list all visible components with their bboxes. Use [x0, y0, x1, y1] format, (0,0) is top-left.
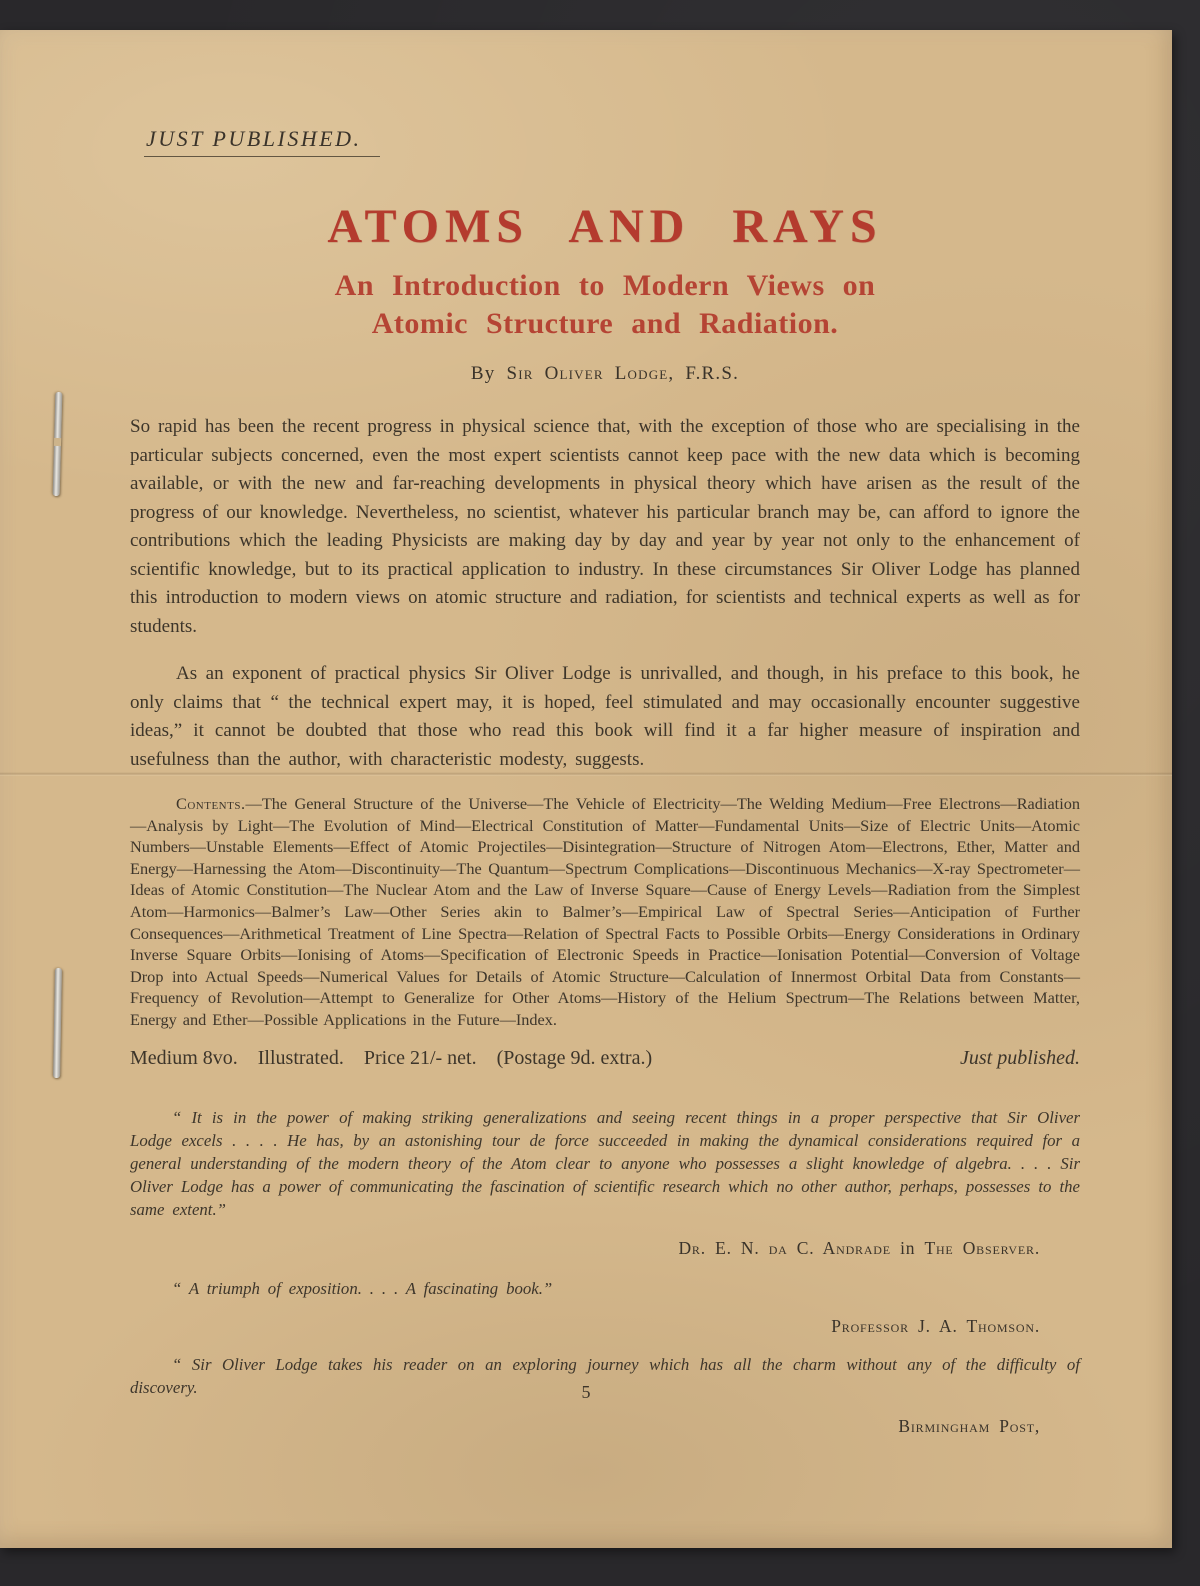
- quote-attribution-birmingham: [130, 1416, 1080, 1437]
- book-subtitle: [130, 267, 1080, 343]
- attribution-source: Birmingham Post,: [898, 1416, 1040, 1437]
- imprint-line: [130, 1047, 1080, 1070]
- contents-list: —The General Structure of the Universe—The Vehicle of Electricity—The Welding Medium—Free Electrons—Radiation—Analysis by Light—The Evolution of Mind—Electrical Constitution of Matter—Fundamental Units—Size of Electric Units—Atomic Numbers—Unstable Elements—Effect of Atomic Projectiles—Disintegration—Structure of Nitrogen Atom—Electrons, Ether, Matter and Energy—Harnessing the Atom—Discontinuity—The Quantum—Spectrum Complications—Discontinuous Mechanics—X-ray Spectrometer—Ideas of Atomic Constitution—The Nuclear Atom and the Law of Inverse Square—Cause of Energy Levels—Radiation from the Simplest Atom—Harmonics—Balmer’s Law—Other Series akin to Balmer’s—Empirical Law of Spectral Series—Anticipation of Further Consequences—Arithmetical Treatment of Line Spectra—Relation of Spectral Facts to Possible Orbits—Energy Considerations in Ordinary Inverse Square Orbits—Ionising of Atoms—Specification of Electronic Speeds in Practice—Ionisation Potential—Conversion of Voltage Drop into Actual Speeds—Numerical Values for Details of Atomic Structure—Calculation of Innermost Orbital Data from Constants—Frequency of Revolution—Attempt to Generalize for Other Atoms—History of the Helium Spectrum—The Relations between Matter, Energy and Ether—Possible Applications in the Future—Index.: [130, 794, 1080, 1029]
- attribution-source: The Observer.: [924, 1237, 1040, 1258]
- byline: [130, 363, 1080, 385]
- review-quote-birmingham: “ Sir Oliver Lodge takes his reader on an exploring journey which has all the charm without any of the difficulty of discovery.: [130, 1355, 1080, 1398]
- attribution-connector: in: [890, 1237, 925, 1258]
- quote-attribution-observer: [130, 1238, 1080, 1259]
- contents-block: [130, 793, 1080, 1031]
- page-paper: [0, 30, 1172, 1548]
- second-paragraph: As an exponent of practical physics Sir Oliver Lodge is unrivalled, and though, in his preface to this book, he only claims that “ the technical expert may, it is hoped, feel stimulated and may occasionally encounter suggestive ideas,” it cannot be doubted that those who read this book will find it a far higher measure of inspiration and usefulness than the author, with characteristic modesty, suggests.: [130, 663, 1080, 770]
- review-quote-observer: “ It is in the power of making striking generalizations and seeing recent things in a proper perspective that Sir Oliver Lodge excels . . . . He has, by an astonishing tour de force succeeded in making the dynamical considerations required for a general understanding of the modern theory of the Atom clear to anyone who possesses a slight knowledge of algebra. . . . Sir Oliver Lodge has a power of communicating the fascination of scientific research which no other author, perhaps, possesses to the same extent.”: [130, 1107, 1080, 1219]
- subtitle-line-2: Atomic Structure and Radiation.: [371, 307, 839, 340]
- page-number: 5: [581, 1382, 591, 1402]
- attribution-name: Professor J. A. Thomson.: [831, 1316, 1040, 1337]
- quote-attribution-thomson: [130, 1316, 1080, 1337]
- intro-paragraph: So rapid has been the recent progress in physical science that, with the exception of those who are specialising in the particular subjects concerned, even the most expert scientists cannot keep pace with the new data which is becoming available, or with the new and far-reaching developments in physical theory which have arisen as the result of the progress of our knowledge. Nevertheless, no scientist, whatever his particular branch may be, can afford to ignore the contributions which the leading Physicists are making day by day and year by year not only to the enhancement of scientific knowledge, but to its practical application to industry. In these circumstances Sir Oliver Lodge has planned this introduction to modern views on atomic structure and radiation, for scientists and technical experts as well as for students.: [130, 416, 1080, 637]
- author-name: Sir Oliver Lodge, F.R.S.: [506, 363, 740, 384]
- staple-icon: [53, 968, 62, 1078]
- byline-prefix: By: [470, 363, 507, 384]
- kicker-just-published: JUST PUBLISHED.: [144, 126, 380, 157]
- review-quote-thomson: “ A triumph of exposition. . . . A fascinating book.”: [172, 1278, 553, 1298]
- staple-icon: [53, 392, 63, 496]
- contents-label: Contents.: [176, 794, 246, 813]
- imprint-just-published: Just published.: [960, 1046, 1080, 1069]
- attribution-name: Dr. E. N. da C. Andrade: [678, 1237, 891, 1258]
- kicker-row: [130, 30, 1080, 157]
- page-content: [130, 30, 1080, 1437]
- book-title: ATOMS AND RAYS: [327, 200, 883, 253]
- imprint-format-price: Medium 8vo. Illustrated. Price 21/- net. (Postage 9d. extra.): [130, 1046, 653, 1069]
- subtitle-line-1: An Introduction to Modern Views on: [334, 269, 876, 302]
